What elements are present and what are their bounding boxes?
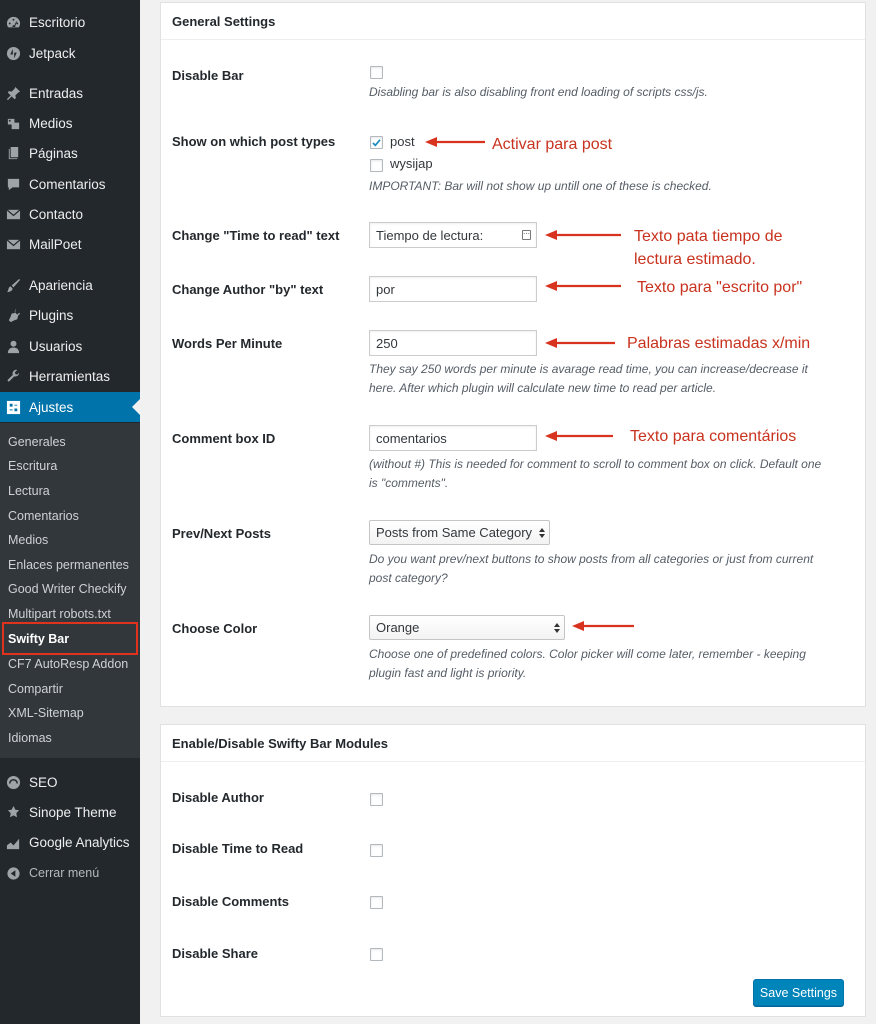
submenu-generales[interactable]: Generales: [8, 435, 66, 449]
comment-icon: [5, 176, 21, 192]
checkmark-icon: [371, 136, 382, 150]
disable-bar-checkbox[interactable]: [370, 66, 383, 79]
post-type-wysijap-checkbox[interactable]: [370, 159, 383, 172]
menu-contacto[interactable]: [0, 199, 140, 229]
theme-icon: [5, 804, 21, 820]
menu-label: Entradas: [29, 85, 84, 101]
menu-label: Cerrar menú: [29, 866, 100, 880]
input-autofill-icon: ⋯: [523, 231, 530, 238]
words-per-minute-label: Words Per Minute: [172, 336, 283, 351]
pages-icon: [5, 145, 21, 161]
submenu-escritura[interactable]: Escritura: [8, 459, 58, 473]
menu-mailpoet[interactable]: [0, 229, 140, 259]
time-to-read-input[interactable]: [369, 222, 537, 248]
menu-label: Sinope Theme: [29, 804, 117, 820]
mailpoet-icon: [5, 236, 21, 252]
author-by-input[interactable]: [369, 276, 537, 302]
disable-time-to-read-checkbox[interactable]: [370, 844, 383, 857]
menu-label: Comentarios: [29, 176, 106, 192]
admin-sidebar: [0, 0, 140, 1024]
menu-label: Plugins: [29, 307, 74, 323]
menu-jetpack[interactable]: [0, 38, 140, 68]
menu-usuarios[interactable]: [0, 331, 140, 361]
annotation-arrow-icon: [545, 337, 617, 349]
disable-bar-label: Disable Bar: [172, 68, 244, 83]
submenu-xml-sitemap[interactable]: XML-Sitemap: [8, 706, 84, 720]
comment-box-label: Comment box ID: [172, 431, 276, 446]
words-per-minute-description-line2: here. After which plugin will calculate new time to read per article.: [369, 381, 717, 395]
comment-box-description-line2: is "comments".: [369, 476, 449, 490]
menu-label: Apariencia: [29, 277, 93, 293]
mail-icon: [5, 206, 21, 222]
words-per-minute-value: 250: [376, 335, 398, 351]
submenu-swifty-bar[interactable]: Swifty Bar: [8, 632, 70, 646]
annotation-post: Activar para post: [492, 136, 613, 153]
dashboard-icon: [5, 14, 21, 30]
menu-label: MailPoet: [29, 236, 82, 252]
users-icon: [5, 338, 21, 354]
disable-share-checkbox[interactable]: [370, 948, 383, 961]
submenu-enlaces-permanentes[interactable]: Enlaces permanentes: [8, 558, 129, 572]
choose-color-select[interactable]: [369, 615, 565, 640]
annotation-arrow-icon: [545, 430, 615, 442]
menu-comentarios[interactable]: [0, 169, 140, 199]
select-arrows-icon: [553, 620, 561, 635]
disable-author-checkbox[interactable]: [370, 793, 383, 806]
submenu-good-writer-checkify[interactable]: Good Writer Checkify: [8, 582, 127, 596]
disable-bar-description: Disabling bar is also disabling front end loading of scripts css/js.: [369, 85, 708, 99]
menu-plugins[interactable]: [0, 300, 140, 330]
choose-color-description-line1: Choose one of predefined colors. Color picker will come later, remember - keeping: [369, 647, 806, 661]
time-to-read-label: Change "Time to read" text: [172, 228, 340, 243]
pin-icon: [5, 85, 21, 101]
brush-icon: [5, 277, 21, 293]
annotation-wpm: Palabras estimadas x/min: [627, 335, 811, 352]
annotation-arrow-icon: [572, 620, 636, 632]
tools-icon: [5, 368, 21, 384]
annotation-arrow-icon: [545, 280, 623, 292]
menu-entradas[interactable]: [0, 78, 140, 108]
prev-next-value: Posts from Same Category: [376, 525, 533, 540]
post-type-wysijap-label: wysijap: [390, 156, 433, 171]
post-types-description: IMPORTANT: Bar will not show up untill one of these is checked.: [369, 179, 712, 193]
seo-icon: [5, 774, 21, 790]
menu-label: Medios: [29, 115, 73, 131]
jetpack-icon: [5, 45, 21, 61]
post-type-post-label: post: [390, 134, 415, 149]
collapse-icon: [5, 865, 21, 881]
menu-google-analytics[interactable]: [0, 827, 140, 857]
menu-escritorio[interactable]: [0, 7, 140, 37]
time-to-read-value: Tiempo de lectura:: [376, 227, 484, 243]
submenu-medios[interactable]: Medios: [8, 533, 49, 547]
menu-label: Jetpack: [29, 45, 76, 61]
panel-title: Enable/Disable Swifty Bar Modules: [161, 725, 865, 762]
menu-apariencia[interactable]: [0, 270, 140, 300]
disable-time-to-read-label: Disable Time to Read: [172, 841, 304, 856]
annotation-time-line1: Texto pata tiempo de: [634, 228, 783, 245]
comment-box-value: comentarios: [376, 430, 447, 446]
submenu-lectura[interactable]: Lectura: [8, 484, 50, 498]
disable-comments-label: Disable Comments: [172, 894, 290, 909]
annotation-author: Texto para "escrito por": [637, 279, 803, 296]
annotation-arrow-icon: [545, 229, 623, 241]
prev-next-label: Prev/Next Posts: [172, 526, 271, 541]
annotation-time-line2: lectura estimado.: [634, 251, 756, 268]
menu-label: Escritorio: [29, 14, 86, 30]
submenu-compartir[interactable]: Compartir: [8, 682, 63, 696]
choose-color-description-line2: plugin fast and light is priority.: [369, 666, 527, 680]
words-per-minute-input[interactable]: [369, 330, 537, 356]
menu-label: Usuarios: [29, 338, 83, 354]
settings-submenu: [0, 423, 140, 758]
choose-color-label: Choose Color: [172, 621, 258, 636]
comment-box-description-line1: (without #) This is needed for comment to scroll to comment box on click. Default one: [369, 457, 822, 471]
collapse-menu-button[interactable]: [0, 858, 140, 888]
prev-next-description-line1: Do you want prev/next buttons to show posts from all categories or just from current: [369, 552, 814, 566]
menu-label: Ajustes: [29, 399, 74, 415]
menu-sinope-theme[interactable]: [0, 797, 140, 827]
author-by-value: por: [376, 281, 395, 297]
annotation-comments: Texto para comentários: [630, 428, 797, 445]
choose-color-value: Orange: [376, 620, 420, 635]
menu-paginas[interactable]: [0, 138, 140, 168]
menu-medios[interactable]: [0, 108, 140, 138]
menu-seo[interactable]: [0, 767, 140, 797]
words-per-minute-description-line1: They say 250 words per minute is avarage read time, you can increase/decrease it: [369, 362, 808, 376]
post-types-label: Show on which post types: [172, 134, 336, 149]
prev-next-select[interactable]: [369, 520, 550, 545]
post-type-post-checkbox[interactable]: [370, 136, 383, 149]
menu-label: Páginas: [29, 145, 78, 161]
select-arrows-icon: [538, 525, 546, 540]
swifty-bar-highlight-box: [2, 622, 138, 655]
panel-title: General Settings: [161, 3, 865, 40]
menu-label: SEO: [29, 774, 58, 790]
submenu-idiomas[interactable]: Idiomas: [8, 731, 52, 745]
disable-share-label: Disable Share: [172, 946, 258, 961]
media-icon: [5, 115, 21, 131]
menu-label: Contacto: [29, 206, 84, 222]
modules-panel: [160, 724, 866, 1017]
analytics-icon: [5, 834, 21, 850]
disable-comments-checkbox[interactable]: [370, 896, 383, 909]
prev-next-description-line2: post category?: [369, 571, 448, 585]
plugin-icon: [5, 307, 21, 323]
save-settings-button[interactable]: Save Settings: [753, 979, 844, 1006]
comment-box-input[interactable]: [369, 425, 537, 451]
menu-label: Herramientas: [29, 368, 111, 384]
menu-label: Google Analytics: [29, 834, 130, 850]
settings-icon: [5, 399, 21, 415]
submenu-cf7-autoresp[interactable]: CF7 AutoResp Addon: [8, 657, 129, 671]
annotation-arrow-icon: [425, 136, 487, 148]
submenu-multipart-robots[interactable]: Multipart robots.txt: [8, 607, 111, 621]
disable-author-label: Disable Author: [172, 790, 264, 805]
author-by-label: Change Author "by" text: [172, 282, 324, 297]
submenu-comentarios[interactable]: Comentarios: [8, 509, 79, 523]
menu-herramientas[interactable]: [0, 361, 140, 391]
menu-ajustes[interactable]: [0, 392, 140, 422]
